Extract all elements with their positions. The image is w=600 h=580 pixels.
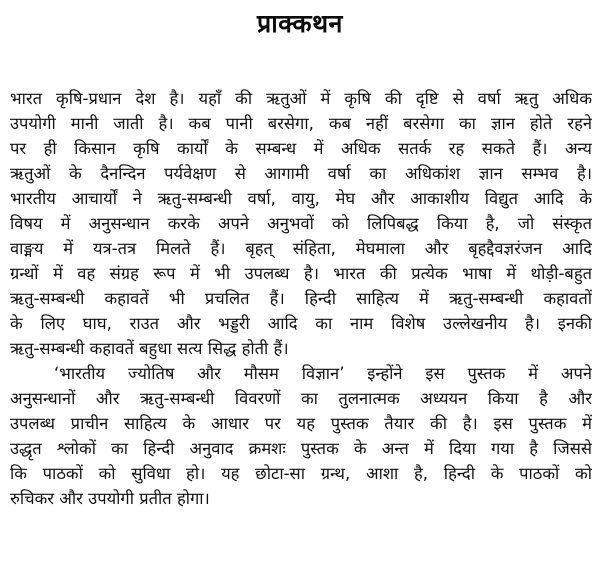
page-title: प्राक्कथन xyxy=(257,9,343,38)
text-line: विषय में अनुसन्धान करके अपने अनुभवों को लिपिबद्ध किया है, जो संस्कृत xyxy=(10,214,592,233)
text-line: उद्धृत श्लोकों का हिन्दी अनुवाद क्रमशः पुस्तक के अन्त में दिया गया है जिससे xyxy=(10,439,592,458)
text-line: पर ही किसान कृषि कार्यों के सम्बन्ध में अधिक सतर्क रह सकते हैं। अन्य xyxy=(10,139,592,158)
text-line: भारतीय आचार्यों ने ऋतु-सम्बन्धी वर्षा, वायु, मेघ और आकाशीय विद्युत आदि के xyxy=(10,189,592,208)
text-line: उपयोगी मानी जाती है। कब पानी बरसेगा, कब नहीं बरसेगा का ज्ञान होते रहने xyxy=(10,114,592,133)
text-line: अनुसन्धानों और ऋतु-सम्बन्धी विवरणों का तुलनात्मक अध्ययन किया है और xyxy=(10,389,592,408)
text-line: ऋतु-सम्बन्धी कहावतें भी प्रचलित हैं। हिन्दी साहित्य में ऋतु-सम्बन्धी कहावतों xyxy=(10,289,592,308)
text-line: रुचिकर और उपयोगी प्रतीत होगा। xyxy=(10,489,210,508)
text-line: ग्रन्थों में वह संग्रह रूप में भी उपलब्ध है। भारत की प्रत्येक भाषा में थोड़ी-बहुत xyxy=(10,264,592,283)
text-line: के लिए घाघ, राउत और भड्डरी आदि का नाम विशेष उल्लेखनीय है। इनकी xyxy=(10,314,592,333)
text-line: ऋतुओं के दैनन्दिन पर्यवेक्षण से आगामी वर्षा का अधिकांश ज्ञान सम्भव है। xyxy=(10,164,592,183)
text-line: कि पाठकों को सुविधा हो। यह छोटा-सा ग्रन्थ, आशा है, हिन्दी के पाठकों को xyxy=(10,464,592,483)
text-line: ऋतु-सम्बन्धी कहावतें बहुधा सत्य सिद्ध होती हैं। xyxy=(10,339,289,358)
text-line: ‘भारतीय ज्योतिष और मौसम विज्ञान’ इन्होंने इस पुस्तक में अपने xyxy=(54,364,592,383)
preface-body xyxy=(10,86,592,511)
text-line: वाङ्मय में यत्र-तत्र मिलते हैं। बृहत् संहिता, मेघमाला और बृहद्दैवज्ञरंजन आदि xyxy=(10,239,592,258)
text-line: भारत कृषि-प्रधान देश है। यहाँ की ऋतुओं में कृषि की दृष्टि से वर्षा ऋतु अधिक xyxy=(10,89,592,108)
text-line: उपलब्ध प्राचीन साहित्य के आधार पर यह पुस्तक तैयार की है। इस पुस्तक में xyxy=(10,414,592,433)
